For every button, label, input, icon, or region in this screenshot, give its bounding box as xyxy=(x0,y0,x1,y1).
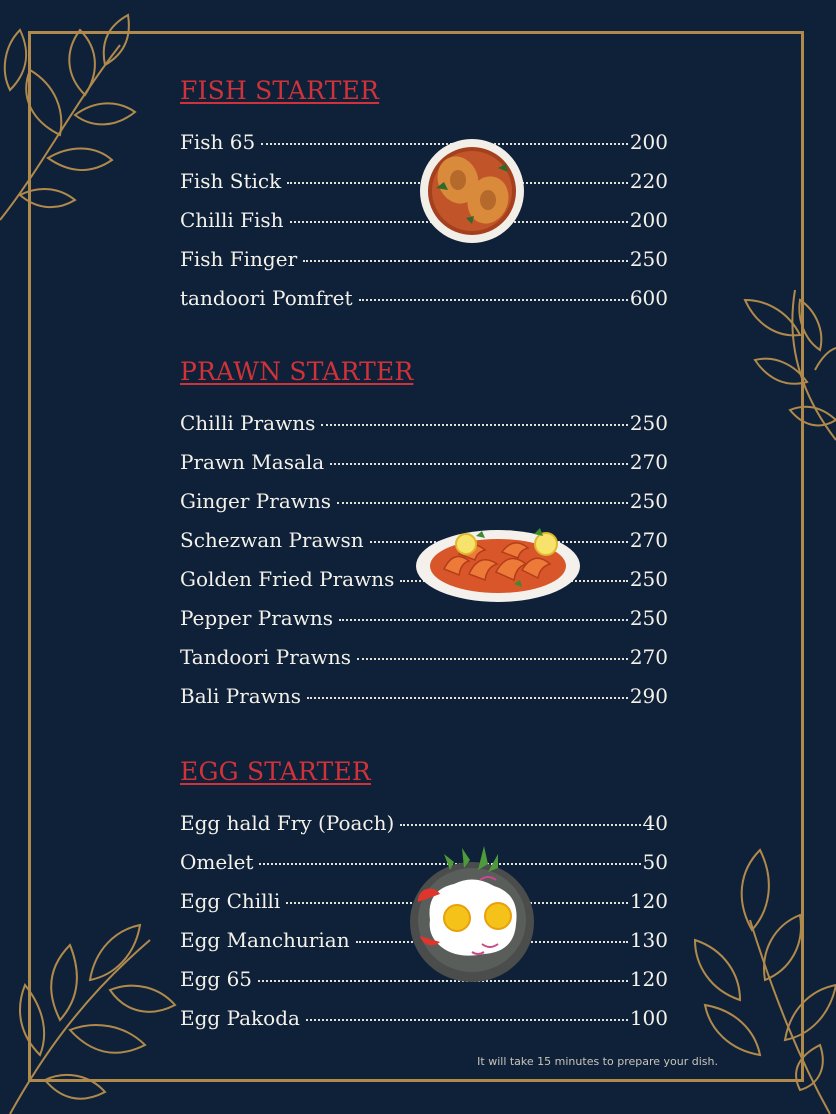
item-price: 250 xyxy=(629,247,668,271)
item-price: 120 xyxy=(629,889,668,913)
item-name: Fish Finger xyxy=(180,247,298,271)
item-name: tandoori Pomfret xyxy=(180,286,353,310)
prawn-starter-title: PRAWN STARTER xyxy=(180,357,414,386)
item-name: Egg Manchurian xyxy=(180,928,350,952)
item-name: Egg hald Fry (Poach) xyxy=(180,811,395,835)
dot-leader xyxy=(337,502,628,504)
egg-starter-title: EGG STARTER xyxy=(180,757,371,786)
item-price: 100 xyxy=(629,1006,668,1030)
item-name: Ginger Prawns xyxy=(180,489,332,513)
item-price: 270 xyxy=(629,450,668,474)
item-price: 120 xyxy=(629,967,668,991)
menu-item xyxy=(180,645,668,675)
dot-leader xyxy=(330,463,628,465)
gold-leaf-branch-icon xyxy=(715,270,836,450)
item-name: Golden Fried Prawns xyxy=(180,567,395,591)
item-name: Omelet xyxy=(180,850,254,874)
menu-item xyxy=(180,489,668,519)
item-name: Egg 65 xyxy=(180,967,253,991)
item-name: Prawn Masala xyxy=(180,450,325,474)
item-price: 220 xyxy=(629,169,668,193)
fish-starter-title: FISH STARTER xyxy=(180,76,380,105)
item-price: 130 xyxy=(629,928,668,952)
fish-curry-bowl-icon xyxy=(416,138,528,244)
item-name: Tandoori Prawns xyxy=(180,645,351,669)
item-name: Chilli Fish xyxy=(180,208,284,232)
dot-leader xyxy=(303,260,628,262)
menu-item xyxy=(180,411,668,441)
item-name: Schezwan Prawsn xyxy=(180,528,364,552)
item-price: 600 xyxy=(629,286,668,310)
item-price: 270 xyxy=(629,528,668,552)
item-name: Egg Pakoda xyxy=(180,1006,300,1030)
dot-leader xyxy=(306,1019,628,1021)
item-name: Fish 65 xyxy=(180,130,256,154)
fried-egg-pan-icon xyxy=(402,840,542,985)
item-name: Bali Prawns xyxy=(180,684,301,708)
item-price: 200 xyxy=(629,130,668,154)
item-price: 50 xyxy=(642,850,668,874)
item-name: Pepper Prawns xyxy=(180,606,333,630)
menu-item xyxy=(180,1006,668,1036)
dot-leader xyxy=(359,299,628,301)
preparation-time-note: It will take 15 minutes to prepare your dish. xyxy=(477,1055,718,1068)
gold-leaf-branch-icon xyxy=(0,870,180,1114)
dot-leader xyxy=(307,697,628,699)
prawn-plate-icon xyxy=(414,524,582,604)
item-name: Egg Chilli xyxy=(180,889,281,913)
menu-item xyxy=(180,450,668,480)
menu-item xyxy=(180,247,668,277)
item-price: 250 xyxy=(629,567,668,591)
dot-leader xyxy=(357,658,628,660)
item-price: 250 xyxy=(629,489,668,513)
item-price: 40 xyxy=(642,811,668,835)
item-name: Chilli Prawns xyxy=(180,411,316,435)
dot-leader xyxy=(321,424,627,426)
gold-leaf-branch-icon xyxy=(680,840,836,1114)
item-price: 270 xyxy=(629,645,668,669)
item-price: 290 xyxy=(629,684,668,708)
gold-leaf-branch-icon xyxy=(0,0,170,230)
dot-leader xyxy=(339,619,628,621)
item-price: 250 xyxy=(629,411,668,435)
item-name: Fish Stick xyxy=(180,169,282,193)
menu-item xyxy=(180,286,668,316)
dot-leader xyxy=(400,824,640,826)
item-price: 200 xyxy=(629,208,668,232)
menu-item xyxy=(180,684,668,714)
item-price: 250 xyxy=(629,606,668,630)
menu-item xyxy=(180,811,668,841)
menu-item xyxy=(180,606,668,636)
